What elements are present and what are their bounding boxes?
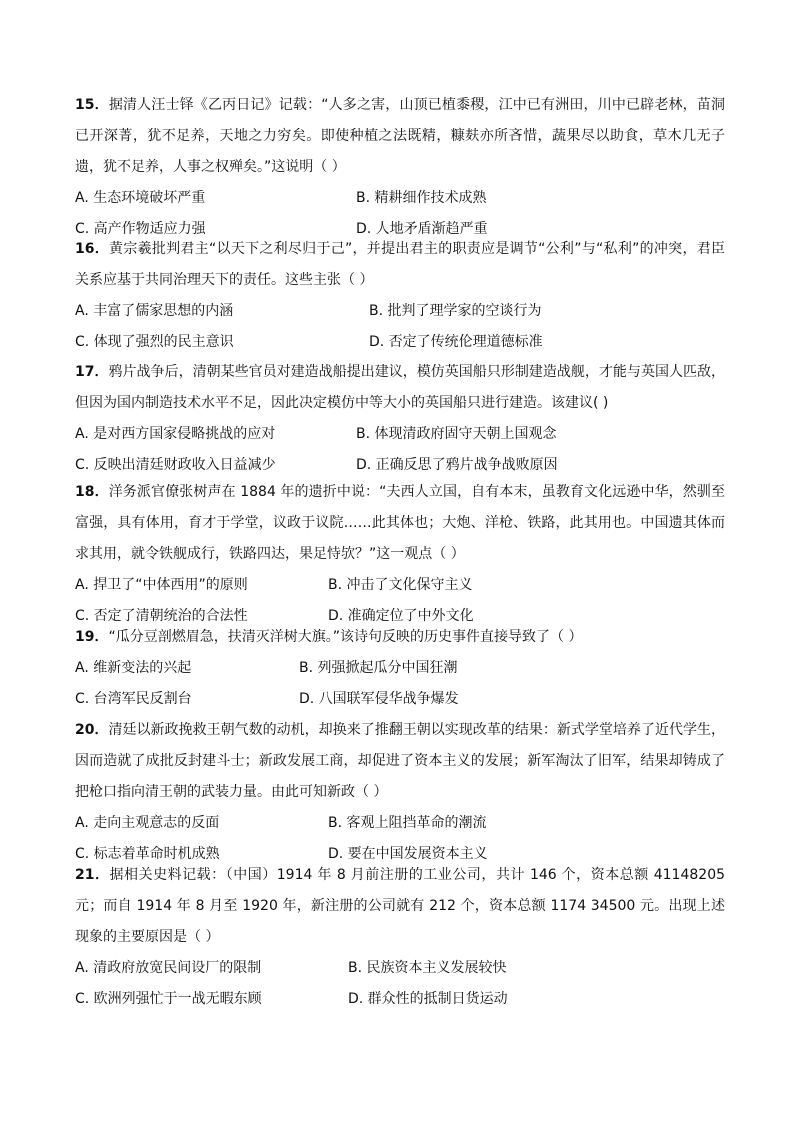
option-c[interactable]: C. 高产作物适应力强 — [75, 221, 206, 237]
question-stem — [75, 90, 725, 183]
question-stem — [75, 715, 725, 808]
option-b[interactable]: B. 民族资本主义发展较快 — [348, 960, 507, 976]
question-20 — [75, 715, 725, 870]
question-number: 18． — [75, 484, 109, 500]
options — [75, 953, 725, 1015]
option-b[interactable]: B. 冲击了文化保守主义 — [328, 577, 473, 593]
option-c[interactable]: C. 否定了清朝统治的合法性 — [75, 608, 248, 624]
option-b[interactable]: B. 精耕细作技术成熟 — [356, 190, 487, 206]
question-number: 15． — [75, 97, 109, 113]
option-c[interactable]: C. 欧洲列强忙于一战无暇东顾 — [75, 991, 262, 1007]
option-a[interactable]: A. 捍卫了“中体西用”的原则 — [75, 577, 248, 593]
option-a[interactable]: A. 丰富了儒家思想的内涵 — [75, 303, 234, 319]
question-21 — [75, 860, 725, 1015]
question-text: “瓜分豆剖燃眉急，扶清灭洋树大旗。”该诗句反映的历史事件直接导致了（ ） — [108, 629, 583, 645]
question-text: 据清人汪士铎《乙丙日记》记载：“人多之害，山顶已植黍稷，江中已有洲田，川中已辟老林，苗洞已开深菁，犹不足养，天地之力穷矣。即使种植之法既精，糠麸亦所吝惜，蔬果尽以助食，草木几无子遗，犹不足养，人事之权殚矣。”这说明（ ） — [75, 97, 725, 175]
option-c[interactable]: C. 体现了强烈的民主意识 — [75, 334, 234, 350]
option-b[interactable]: B. 列强掀起瓜分中国狂潮 — [299, 660, 458, 676]
question-text: 鸦片战争后，清朝某些官员对建造战船提出建议，模仿英国船只形制建造战舰，才能与英国人匹敌，但因为国内制造技术水平不足，因此决定模仿中等大小的英国船只进行建造。该建议( ) — [75, 364, 726, 411]
question-number: 20． — [75, 722, 109, 738]
question-number: 19． — [75, 629, 109, 645]
option-d[interactable]: D. 否定了传统伦理道德标准 — [369, 334, 543, 350]
options — [75, 419, 725, 481]
question-number: 17． — [75, 364, 109, 380]
question-15 — [75, 90, 725, 245]
question-17 — [75, 357, 725, 481]
options — [75, 653, 725, 715]
option-d[interactable]: D. 群众性的抵制日货运动 — [348, 991, 508, 1007]
question-19 — [75, 622, 725, 715]
option-d[interactable]: D. 八国联军侵华战争爆发 — [299, 691, 459, 707]
question-text: 据相关史料记载：（中国）1914 年 8 月前注册的工业公司，共计 146 个，资本总额 41148205 元；而自 1914 年 8 月至 1920 年，新注册的公司就有 212 个，资本总额 1174 34500 元。出现上述现象的主要原因是（ ） — [75, 867, 726, 945]
question-16 — [75, 234, 725, 358]
question-stem — [75, 860, 725, 953]
option-a[interactable]: A. 生态环境破坏严重 — [75, 190, 206, 206]
option-c[interactable]: C. 反映出清廷财政收入日益减少 — [75, 457, 276, 473]
option-a[interactable]: A. 清政府放宽民间设厂的限制 — [75, 960, 262, 976]
option-b[interactable]: B. 批判了理学家的空谈行为 — [369, 303, 542, 319]
question-text: 黄宗羲批判君主“以天下之利尽归于己”，并提出君主的职责应是调节“公利”与“私利”的冲突，君臣关系应基于共同治理天下的责任。这些主张（ ） — [75, 241, 726, 288]
question-stem — [75, 477, 725, 570]
option-a[interactable]: A. 走向主观意志的反面 — [75, 815, 220, 831]
option-c[interactable]: C. 台湾军民反割台 — [75, 691, 192, 707]
question-number: 21． — [75, 867, 110, 883]
question-number: 16． — [75, 241, 110, 257]
option-d[interactable]: D. 要在中国发展资本主义 — [328, 846, 488, 862]
option-d[interactable]: D. 正确反思了鸦片战争战败原因 — [356, 457, 558, 473]
option-c[interactable]: C. 标志着革命时机成熟 — [75, 846, 220, 862]
question-18 — [75, 477, 725, 632]
option-a[interactable]: A. 是对西方国家侵略挑战的应对 — [75, 426, 276, 442]
option-b[interactable]: B. 客观上阻挡革命的潮流 — [328, 815, 487, 831]
question-text: 清廷以新政挽救王朝气数的动机，却换来了推翻王朝以实现改革的结果：新式学堂培养了近代学生，因而造就了成批反封建斗士；新政发展工商，却促进了资本主义的发展；新军淘汰了旧军，结果却铸成了把枪口指向清王朝的武装力量。由此可知新政（ ） — [75, 722, 726, 800]
option-d[interactable]: D. 准确定位了中外文化 — [328, 608, 474, 624]
option-d[interactable]: D. 人地矛盾渐趋严重 — [356, 221, 488, 237]
question-text: 洋务派官僚张树声在 1884 年的遗折中说：“夫西人立国，自有本末，虽教育文化远逊中华，然驯至富强，具有体用，育才于学堂，议政于议院……此其体也；大炮、洋枪、铁路，此其用也。中国遗其体而求其用，就令铁舰成行，铁路四达，果足恃欤？”这一观点（ ） — [75, 484, 726, 562]
question-stem — [75, 234, 725, 296]
option-b[interactable]: B. 体现清政府固守天朝上国观念 — [356, 426, 557, 442]
question-stem — [75, 622, 725, 653]
question-stem — [75, 357, 725, 419]
options — [75, 296, 725, 358]
option-a[interactable]: A. 维新变法的兴起 — [75, 660, 192, 676]
